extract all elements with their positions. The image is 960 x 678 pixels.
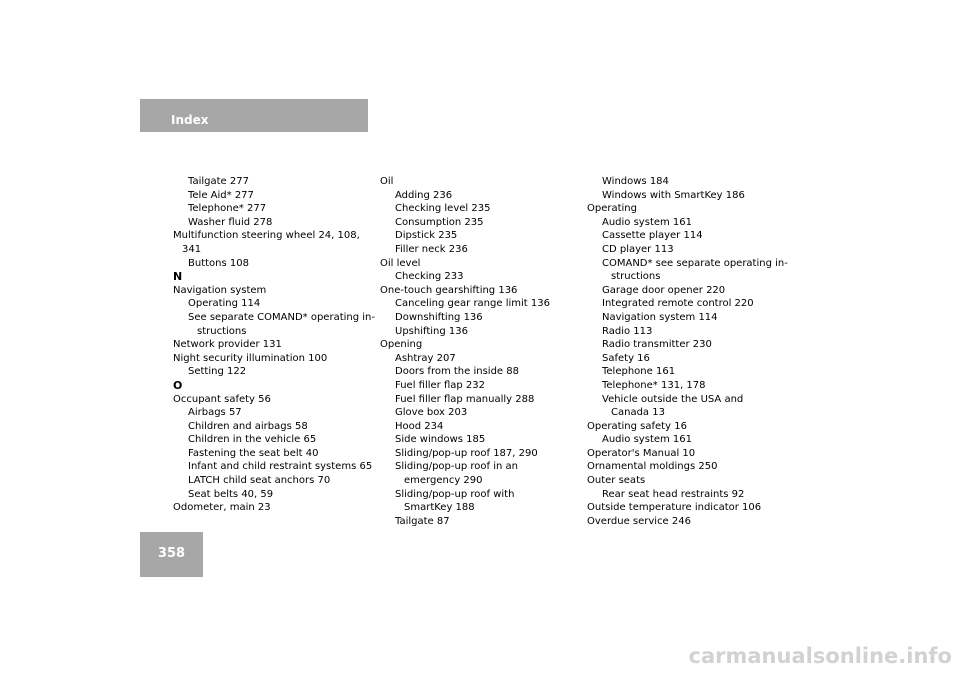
- index-entry: One-touch gearshifting 136: [380, 284, 518, 296]
- index-entry: Canceling gear range limit 136: [395, 298, 550, 310]
- index-entry: Filler neck 236: [395, 243, 468, 255]
- index-entry: Oil: [380, 176, 394, 187]
- index-entry: Buttons 108: [188, 257, 249, 269]
- index-entry: Safety 16: [602, 352, 650, 364]
- index-entry: emergency 290: [404, 475, 483, 487]
- index-entry: Overdue service 246: [587, 515, 691, 527]
- index-entry: Night security illumination 100: [173, 352, 328, 364]
- index-column-2: [380, 175, 550, 528]
- section-title: Index: [171, 113, 209, 127]
- index-entry: Dipstick 235: [395, 230, 458, 242]
- index-entry: Operating safety 16: [587, 420, 687, 432]
- index-entry: Fuel filler flap 232: [395, 379, 485, 391]
- index-entry: structions: [611, 271, 661, 283]
- index-entry: Checking level 235: [395, 203, 491, 215]
- watermark: carmanualsonline.info: [688, 644, 952, 668]
- index-entry: Glove box 203: [395, 407, 468, 419]
- index-entry: Navigation system: [173, 284, 267, 296]
- index-entry: Children in the vehicle 65: [188, 434, 317, 446]
- index-entry: Side windows 185: [395, 434, 486, 446]
- index-entry: Operating 114: [188, 298, 261, 310]
- index-letter-heading: N: [173, 270, 183, 284]
- index-entry: See separate COMAND* operating in-: [188, 311, 375, 323]
- index-entry: Hood 234: [395, 420, 444, 432]
- index-entry: 341: [182, 243, 202, 255]
- index-entry: Rear seat head restraints 92: [602, 488, 745, 500]
- index-entry: Audio system 161: [602, 216, 693, 228]
- index-entry: Fuel filler flap manually 288: [395, 393, 535, 405]
- index-entry: Sliding/pop-up roof 187, 290: [395, 447, 538, 459]
- section-header: [140, 99, 368, 132]
- index-entry: Audio system 161: [602, 434, 693, 446]
- index-entry: Washer fluid 278: [188, 216, 273, 228]
- index-entry: Telephone* 277: [188, 203, 267, 215]
- index-column-3: [587, 175, 788, 528]
- page-number-box: [140, 532, 203, 577]
- index-entry: Tailgate 87: [395, 515, 450, 527]
- index-entry: Infant and child restraint systems 65: [188, 461, 373, 473]
- page-number: 358: [157, 546, 186, 561]
- index-column-1: [173, 175, 375, 515]
- index-entry: Network provider 131: [173, 339, 282, 351]
- index-entry: Children and airbags 58: [188, 420, 308, 432]
- index-entry: Oil level: [380, 257, 421, 269]
- index-entry: Multifunction steering wheel 24, 108,: [173, 230, 360, 242]
- index-entry: COMAND* see separate operating in-: [602, 257, 788, 269]
- index-entry: Opening: [380, 339, 423, 351]
- index-entry: Telephone 161: [602, 366, 676, 378]
- index-entry: Sliding/pop-up roof in an: [395, 461, 518, 473]
- index-entry: Consumption 235: [395, 216, 484, 228]
- index-entry: SmartKey 188: [404, 502, 475, 514]
- index-entry: Cassette player 114: [602, 230, 703, 242]
- index-entry: Downshifting 136: [395, 311, 483, 323]
- index-entry: Windows 184: [602, 176, 669, 187]
- index-entry: Tailgate 277: [188, 176, 249, 187]
- index-entry: structions: [197, 325, 247, 337]
- index-entry: Operating: [587, 203, 637, 215]
- index-entry: Outer seats: [587, 475, 646, 487]
- index-entry: Telephone* 131, 178: [602, 379, 706, 391]
- index-entry: Fastening the seat belt 40: [188, 447, 319, 459]
- index-entry: Vehicle outside the USA and: [602, 393, 744, 405]
- index-entry: Outside temperature indicator 106: [587, 502, 762, 514]
- index-entry: Radio transmitter 230: [602, 339, 712, 351]
- index-entry: Integrated remote control 220: [602, 298, 754, 310]
- index-entry: Odometer, main 23: [173, 502, 271, 514]
- index-entry: Airbags 57: [188, 407, 242, 419]
- index-entry: Sliding/pop-up roof with: [395, 488, 515, 500]
- index-entry: Setting 122: [188, 366, 247, 378]
- index-entry: Canada 13: [611, 407, 665, 419]
- index-entry: Radio 113: [602, 325, 653, 337]
- index-entry: Occupant safety 56: [173, 393, 271, 405]
- index-entry: Tele Aid* 277: [188, 189, 254, 201]
- index-entry: Garage door opener 220: [602, 284, 726, 296]
- index-entry: Navigation system 114: [602, 311, 718, 323]
- index-letter-heading: O: [173, 378, 183, 392]
- index-entry: Ornamental moldings 250: [587, 461, 718, 473]
- index-entry: Ashtray 207: [395, 352, 456, 364]
- index-entry: Checking 233: [395, 271, 464, 283]
- index-entry: Operator's Manual 10: [587, 447, 696, 459]
- index-entry: Windows with SmartKey 186: [602, 189, 745, 201]
- index-entry: Doors from the inside 88: [395, 366, 519, 378]
- index-entry: Upshifting 136: [395, 325, 468, 337]
- index-entry: LATCH child seat anchors 70: [188, 475, 331, 487]
- index-entry: Seat belts 40, 59: [188, 488, 274, 500]
- index-entry: CD player 113: [602, 243, 674, 255]
- index-entry: Adding 236: [395, 189, 453, 201]
